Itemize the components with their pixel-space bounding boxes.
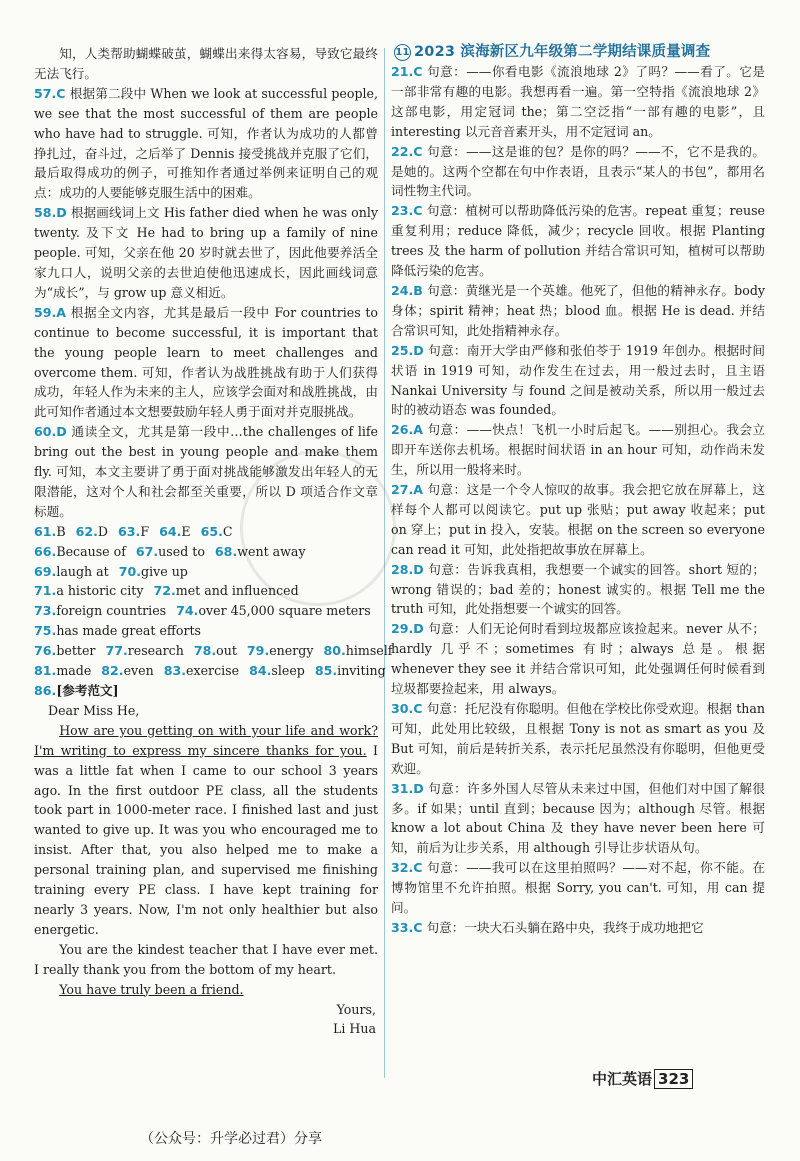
short-answer-number: 83. xyxy=(163,663,187,679)
short-answer-number: 63. xyxy=(118,523,141,539)
essay-underlined-1: How are you getting on with your life and work? xyxy=(59,722,378,738)
short-answer xyxy=(34,581,143,601)
answer-item xyxy=(391,142,765,202)
answer-number: 28.D xyxy=(391,561,424,577)
short-answer-number: 67. xyxy=(135,543,159,559)
answer-number: 22.C xyxy=(391,143,423,159)
answer-explanation: 句意：托尼没有你聪明。但他在学校比你受欢迎。根据 than 可知，此处用比较级，且根据 Tony is not as smart as you 及 But 可知，前后是转折关系，表示托尼虽然没有你聪明，但他更受欢迎。 xyxy=(391,701,765,776)
short-answer-text: energy xyxy=(269,643,314,659)
short-answer xyxy=(34,542,126,562)
answer-explanation: 通读全文，尤其是第一段中…the challenges of life bring out the best in young people and make them fly. 可知，本文主要讲了勇于面对挑战能够激发出年轻人的无限潜能，这对个人和社会都至关重要，所以 D 项适合作文章标题。 xyxy=(34,424,378,519)
short-answer xyxy=(119,562,188,582)
answer-explanation: 句意：——我可以在这里拍照吗？——对不起，你不能。在博物馆里不允许拍照。根据 Sorry, you can't. 可知，用 can 提问。 xyxy=(391,860,765,916)
short-answer xyxy=(34,601,166,621)
short-answer-number: 66. xyxy=(34,543,57,559)
short-answer-number: 81. xyxy=(34,663,57,679)
short-answer-number: 68. xyxy=(214,543,238,559)
short-answer xyxy=(215,542,306,562)
short-answer-number: 61. xyxy=(34,523,57,539)
answer-item xyxy=(391,420,765,480)
short-answer-text: foreign countries xyxy=(56,603,167,619)
short-answer-text: research xyxy=(127,643,184,659)
answer-number: 31.D xyxy=(391,780,424,796)
essay-paragraph-3 xyxy=(34,980,378,1000)
answer-explanation: 句意：植树可以帮助降低污染的危害。repeat 重复；reuse 重复利用；reduce 降低，减少；recycle 回收。根据 Planting trees 及 the harm of pollution 并结合常识可知，植树可以帮助降低污染的危害。 xyxy=(391,203,765,279)
short-answer-text: over 45,000 square meters xyxy=(198,603,371,619)
short-answer-row xyxy=(34,542,378,562)
answer-explanation: 句意：南开大学由严修和张伯苓于 1919 年创办。根据时间状语 in 1919 可知，动作发生在过去，用一般过去时，且主语 Nankai University 与 found 之间是被动关系，所以用一般过去时的被动语态 was founded。 xyxy=(391,342,765,418)
short-answer-text: Because of xyxy=(56,543,126,559)
answer-explanation: 句意：——这是谁的包？是你的吗？——不，它不是我的。是她的。这两个空都在句中作表语，且表示“某人的书包”，都用名词性物主代词。 xyxy=(391,143,765,199)
answer-item xyxy=(391,281,765,341)
short-answer-row xyxy=(34,621,378,641)
short-answer-row xyxy=(34,601,378,621)
answer-number: 26.A xyxy=(391,422,424,438)
answer-item xyxy=(391,201,765,281)
short-answer-text: F xyxy=(140,523,150,539)
essay-body-1: I was a little fat when I came to our school 3 years ago. In the first outdoor PE class, all the students took part in 1000-meter race. I finished last and just wanted to give up. It was you who encouraged me to insist. After that, you also helped me to make a personal training plan, and supervised me finishing training every PE class. I have kept training for nearly 3 years. Now, I'm not only healthier but also energetic. xyxy=(34,742,378,937)
short-answer-text: give up xyxy=(141,563,188,579)
short-answer xyxy=(118,522,149,542)
section-number-badge: 11 xyxy=(394,44,411,61)
short-answer-number: 75. xyxy=(34,623,57,639)
short-answer-text: sleep xyxy=(271,663,305,679)
answer-item xyxy=(391,341,765,421)
short-answer-grid xyxy=(34,522,393,681)
short-answer-text: out xyxy=(216,643,237,659)
short-answer-text: inviting xyxy=(337,663,386,679)
short-answer-row xyxy=(34,562,378,582)
short-answer-number: 74. xyxy=(176,603,199,619)
short-answer-text: D xyxy=(97,523,108,539)
answer-number: 33.C xyxy=(391,919,423,935)
answer-number: 24.B xyxy=(391,282,423,298)
short-answer-text: E xyxy=(181,523,191,539)
short-answer-text: B xyxy=(56,523,66,539)
short-answer xyxy=(249,661,305,681)
short-answer xyxy=(76,522,108,542)
short-answer-text: a historic city xyxy=(56,583,144,599)
answer-number: 30.C xyxy=(391,701,423,716)
short-answer-number: 77. xyxy=(105,643,128,659)
share-note: （公众号：升学必过君）分享 xyxy=(140,1131,322,1147)
short-answer-number: 85. xyxy=(314,663,338,679)
short-answer xyxy=(34,562,109,582)
answer-explanation: 根据第二段中 When we look at successful people, we see that the most successful of them are people who have had to struggle. 可知，作者认为成功的人都曾挣扎过，奋斗过，之后举了 Dennis 接受挑战并克服了它们，最后取得成功的例子，可推知作者通过举例来证明自己的观点：成功的人要能够克服生活中的困难。 xyxy=(34,85,378,201)
short-answer-number: 70. xyxy=(118,563,142,579)
short-answer-row xyxy=(34,522,378,542)
short-answer-text: exercise xyxy=(186,663,240,679)
short-answer xyxy=(136,542,205,562)
short-answer xyxy=(323,641,392,661)
answer-number: 32.C xyxy=(391,860,423,876)
answer-number: 57.C xyxy=(34,85,66,101)
essay-underlined-3: You have truly been a friend. xyxy=(59,981,244,997)
short-answer xyxy=(153,581,298,601)
answer-explanation: 句意：黄继光是一个英雄。他死了，但他的精神永存。body 身体；spirit 精神；heat 热；blood 血。根据 He is dead. 并结合常识可知，此处指精神永存。 xyxy=(391,282,765,338)
answer-item xyxy=(34,422,378,522)
answer-explanation: 句意：人们无论何时看到垃圾都应该捡起来。never 从不；hardly 几乎不；sometimes 有时；always 总是。根据 whenever they see it 并结合常识可知，此处强调任何时候看到垃圾都要捡起来，用 always。 xyxy=(391,621,765,697)
answer-explanation: 根据全文内容，尤其是最后一段中 For countries to continue to become successful, it is important that the young people learn to meet challenges and overcome them. 可知，作者认为战胜挑战有助于人们获得成功，年轻人作为未来的主人，应该学会面对和战胜挑战，由此可知作者通过本文想要鼓励年轻人勇于面对并克服挑战。 xyxy=(34,304,378,420)
essay-block xyxy=(34,681,378,1039)
essay-paragraph-1 xyxy=(34,721,378,940)
short-answer-text: himself xyxy=(345,643,393,659)
short-answer-row xyxy=(34,641,393,661)
answer-item xyxy=(391,699,765,779)
section-banner xyxy=(394,40,766,60)
short-answer xyxy=(34,641,95,661)
essay-greeting: Dear Miss He, xyxy=(48,702,140,718)
short-answer xyxy=(34,661,91,681)
short-answer-text: C xyxy=(222,523,233,539)
short-answer xyxy=(105,641,183,661)
short-answer-text: made xyxy=(56,663,92,679)
short-answer-text: better xyxy=(56,643,96,659)
brand-name: 中汇英语 xyxy=(592,1070,653,1088)
answer-item xyxy=(34,303,378,422)
section-title: 2023 滨海新区九年级第二学期结课质量调查 xyxy=(414,44,711,60)
short-answer xyxy=(176,601,371,621)
short-answer-number: 76. xyxy=(34,643,57,659)
answer-explanation: 句意：一块大石头躺在路中央，我终于成功地把它 xyxy=(422,919,704,935)
short-answer-number: 62. xyxy=(75,523,98,539)
short-answer xyxy=(34,621,201,641)
short-answer-number: 82. xyxy=(101,663,124,679)
essay-closing: Yours, xyxy=(336,1001,376,1017)
short-answer-row xyxy=(34,581,378,601)
answer-item xyxy=(391,858,765,918)
short-answer-text: has made great efforts xyxy=(56,623,201,639)
intro-text: 知，人类帮助蝴蝶破茧，蝴蝶出来得太容易，导致它最终无法飞行。 xyxy=(34,46,378,81)
answer-number: 25.D xyxy=(391,342,424,358)
short-answer xyxy=(159,522,191,542)
short-answer-number: 71. xyxy=(34,583,57,599)
page-number: 323 xyxy=(654,1069,693,1089)
short-answer xyxy=(194,641,237,661)
footer-brand xyxy=(592,1068,693,1089)
short-answer-number: 64. xyxy=(159,523,182,539)
short-answer-number: 78. xyxy=(193,643,217,659)
answer-number: 23.C xyxy=(391,203,423,219)
short-answer-number: 84. xyxy=(249,663,272,679)
answer-item xyxy=(34,84,378,203)
short-answer-text: laugh at xyxy=(56,563,109,579)
essay-signature: Li Hua xyxy=(333,1021,376,1037)
answer-explanation: 根据画线词上文 His father died when he was only twenty. 及下文 He had to bring up a family of nine people. 可知，父亲在他 20 岁时就去世了，因此他要养活全家九口人，说明父亲的去世迫使他迅速成长，因此画线词意为“成长”，与 grow up 意义相近。 xyxy=(34,205,378,300)
left-answer-list xyxy=(34,84,378,522)
short-answer-number: 69. xyxy=(34,563,57,579)
answer-number: 59.A xyxy=(34,304,67,320)
essay-underlined-2: I'm writing to express my sincere thanks for you. xyxy=(34,742,367,758)
short-answer-number: 65. xyxy=(200,523,223,539)
left-column xyxy=(34,44,393,1039)
short-answer-number: 73. xyxy=(34,603,57,619)
short-answer-row xyxy=(34,661,386,681)
short-answer xyxy=(164,661,239,681)
answer-item xyxy=(391,62,765,142)
short-answer xyxy=(315,661,386,681)
short-answer-number: 80. xyxy=(323,643,346,659)
short-answer-text: met and influenced xyxy=(175,583,299,599)
answer-item xyxy=(391,918,765,938)
essay-number: 86. xyxy=(34,683,57,698)
answer-item xyxy=(391,619,765,699)
answer-number: 58.D xyxy=(34,205,67,221)
answer-item xyxy=(34,203,378,303)
answer-item xyxy=(391,560,765,620)
answer-explanation: 句意：这是一个令人惊叹的故事。我会把它放在屏幕上，这样每个人都可以阅读它。put up 张贴；put away 收起来；put on 穿上；put in 投入，安装。根据 on the screen so everyone can read it 可知，此处指把故事放在屏幕上。 xyxy=(391,482,765,557)
answer-explanation: 句意：——你看电影《流浪地球 2》了吗？——看了。它是一部非常有趣的电影。我想再看一遍。第一空特指《流浪地球 2》这部电影，用定冠词 the；第二空泛指“一部有趣的电影”，且 interesting 以元音音素开头，用不定冠词 an。 xyxy=(391,64,765,139)
essay-heading: [参考范文] xyxy=(56,683,119,698)
answer-item xyxy=(391,779,765,859)
essay-paragraph-2: You are the kindest teacher that I have ever met. I really thank you from the bottom of my heart. xyxy=(34,941,378,977)
answer-item xyxy=(391,480,765,560)
answer-explanation: 句意：——快点！飞机一小时后起飞。——别担心。我会立即开车送你去机场。根据时间状语 in an hour 可知，动作尚未发生，所以用一般将来时。 xyxy=(391,422,765,478)
answer-number: 27.A xyxy=(391,482,424,498)
short-answer-text: even xyxy=(123,663,154,679)
answer-number: 21.C xyxy=(391,64,423,79)
short-answer xyxy=(247,641,314,661)
short-answer-text: went away xyxy=(237,543,306,559)
short-answer xyxy=(34,522,66,542)
right-answer-list xyxy=(391,62,765,938)
answer-explanation: 句意：告诉我真相，我想要一个诚实的回答。short 短的；wrong 错误的；bad 差的；honest 诚实的。根据 Tell me the truth 可知，此处指想要一个诚实的回答。 xyxy=(391,561,765,617)
short-answer-number: 72. xyxy=(153,583,176,599)
short-answer-text: used to xyxy=(158,543,205,559)
answer-number: 29.D xyxy=(391,621,424,637)
answer-number: 60.D xyxy=(34,424,67,440)
short-answer xyxy=(201,522,233,542)
answer-explanation: 句意：许多外国人尽管从未来过中国，但他们对中国了解很多。if 如果；until 直到；because 因为；although 尽管。根据 know a lot about China 及 they have never been here 可知，前后为让步关系，用 although 引导让步状语从句。 xyxy=(391,780,765,856)
short-answer-number: 79. xyxy=(246,643,270,659)
short-answer xyxy=(101,661,153,681)
